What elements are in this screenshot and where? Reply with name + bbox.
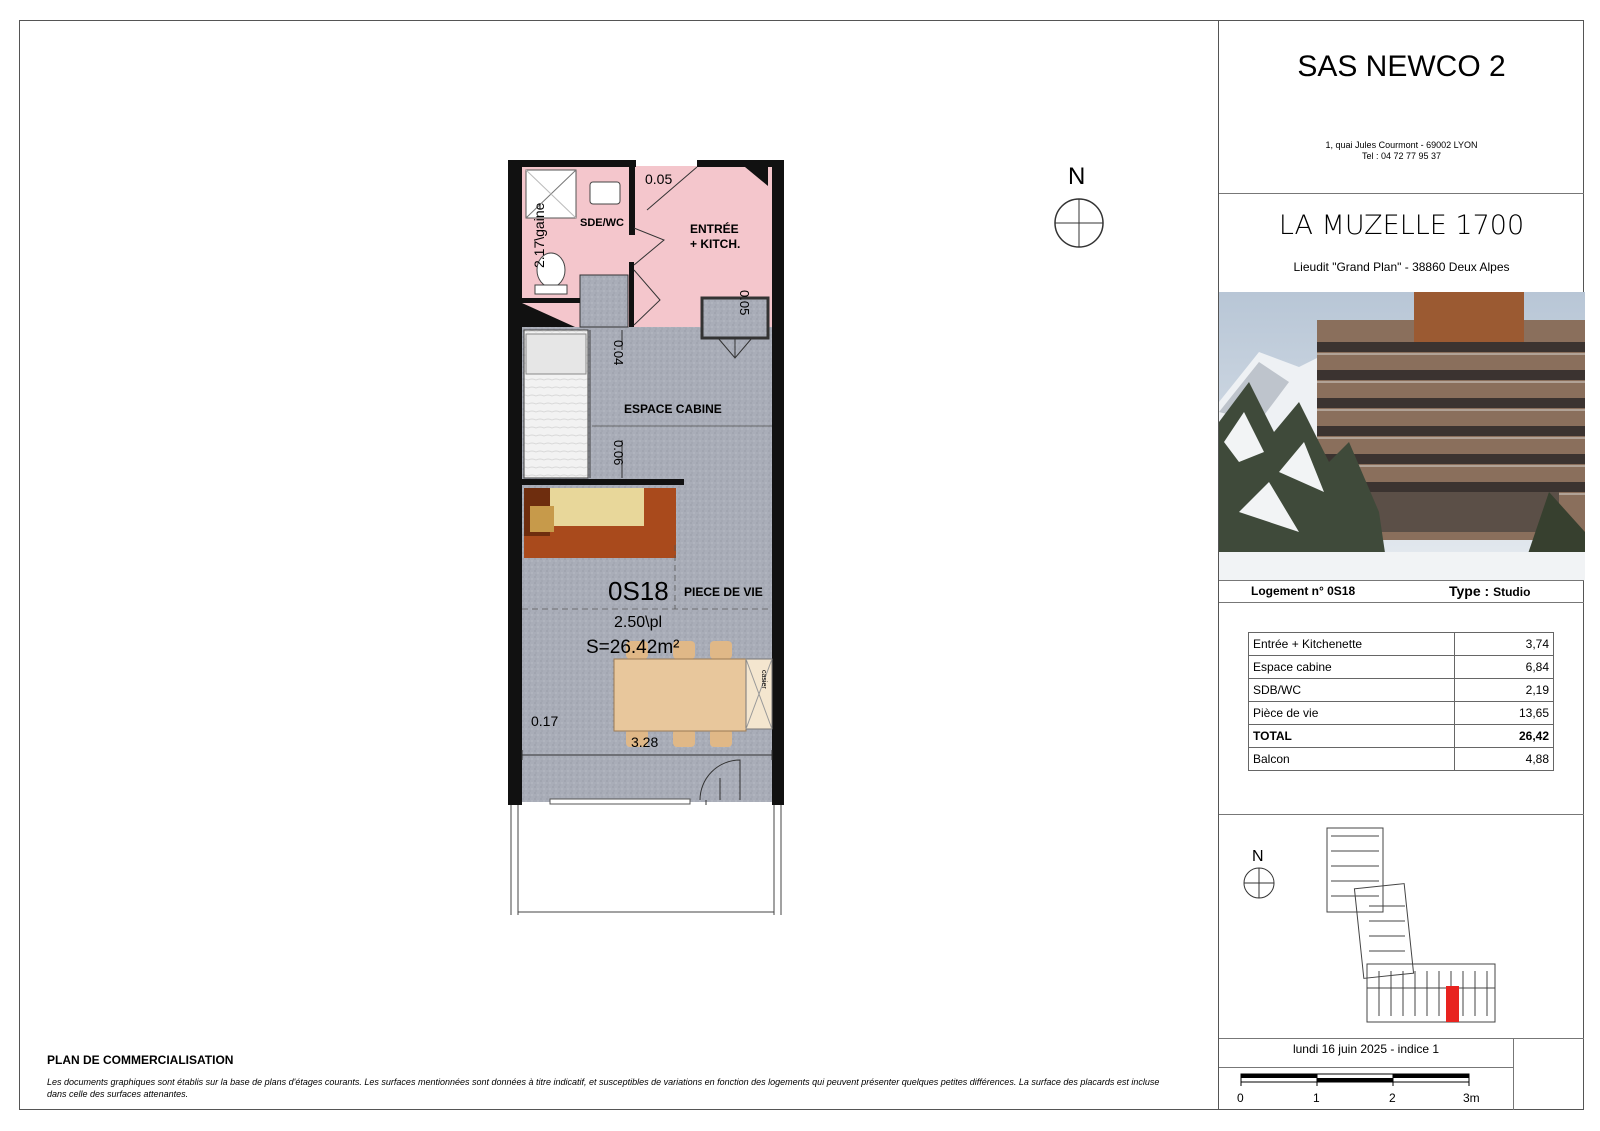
room-label-entree-2: + KITCH. — [690, 237, 741, 251]
dim-label-6: 3.28 — [631, 734, 659, 750]
room-label-entree-1: ENTRÉE — [690, 222, 739, 236]
surface-row — [1249, 702, 1554, 725]
company-name: SAS NEWCO 2 — [1297, 50, 1506, 83]
surface-name: Espace cabine — [1249, 656, 1455, 679]
divider — [1219, 1067, 1513, 1068]
dim-label-5: 0.17 — [531, 713, 559, 729]
dim-label-2: 0.05 — [737, 290, 752, 316]
gaine-label: 2.17\gaine — [531, 202, 547, 268]
surface-value: 4,88 — [1455, 748, 1554, 771]
surface-name: SDB/WC — [1249, 679, 1455, 702]
scale-label-0: 0 — [1237, 1091, 1244, 1105]
building-photo — [1219, 292, 1585, 580]
wall-cabine — [522, 479, 684, 485]
date-revision: lundi 16 juin 2025 - indice 1 — [1292, 1042, 1440, 1056]
surface-name: Pièce de vie — [1249, 702, 1455, 725]
surface-value: 2,19 — [1455, 679, 1554, 702]
bay-window — [550, 799, 690, 804]
wall-right — [772, 160, 784, 805]
wall-top-right — [697, 160, 784, 167]
site-north-compass-icon — [1244, 868, 1274, 898]
footer-note: Les documents graphiques sont établis sur la base de plans d'étages courants. Les surfaces mentionnées sont données à titre indicatif, et susceptibles de variations en fonction des logements qui peuvent présenter quelques petites différences. La surface des placards est incluse dans celle des surfaces attenantes. — [47, 1077, 1160, 1099]
surface-row — [1249, 633, 1554, 656]
surface-value: 3,74 — [1455, 633, 1554, 656]
surface-table — [1248, 632, 1554, 771]
surface-label: S=26.42m² — [586, 637, 680, 658]
divider — [1219, 602, 1584, 603]
surface-name: Entrée + Kitchenette — [1249, 633, 1455, 656]
divider — [1219, 193, 1584, 194]
surface-row — [1249, 656, 1554, 679]
wall-left — [508, 160, 522, 805]
casier-label: casier — [760, 670, 767, 689]
room-label-piece: PIECE DE VIE — [684, 585, 763, 599]
surface-value: 26,42 — [1455, 725, 1554, 748]
divider — [1219, 580, 1584, 581]
dim-label-1: 0.05 — [645, 171, 673, 187]
lot-type-label: Type : — [1449, 583, 1490, 599]
title-block — [1218, 20, 1584, 1110]
ceiling-label: 2.50\pl — [614, 614, 663, 631]
divider — [1219, 814, 1584, 815]
lot-type-value: Studio — [1493, 585, 1531, 599]
company-address-line: 1, quai Jules Courmont - 69002 LYON — [1325, 140, 1478, 150]
surface-row — [1249, 725, 1554, 748]
lot-id-label: 0S18 — [608, 576, 669, 606]
project-name: LA MUZELLE 1700 — [1278, 210, 1525, 241]
lot-number: Logement n° 0S18 — [1251, 584, 1356, 598]
dim-label-4: 0.06 — [611, 440, 626, 466]
site-north-label: N — [1252, 848, 1264, 865]
balcony — [508, 805, 784, 915]
scale-label-2: 2 — [1389, 1091, 1396, 1105]
surface-value: 13,65 — [1455, 702, 1554, 725]
scale-bar — [1219, 1072, 1519, 1112]
wall-sdb-bottom — [522, 298, 580, 303]
scale-label-1: 1 — [1313, 1091, 1320, 1105]
surface-row — [1249, 748, 1554, 771]
wall-sdb-2 — [629, 262, 634, 327]
company-phone: Tel : 04 72 77 95 37 — [1361, 151, 1442, 161]
north-compass-icon — [1055, 199, 1103, 247]
room-label-sdb: SDE/WC — [580, 217, 624, 229]
dim-label-3: 0.04 — [611, 340, 626, 366]
north-label: N — [1068, 163, 1086, 190]
surface-row — [1249, 679, 1554, 702]
scale-label-3: 3m — [1463, 1091, 1480, 1105]
highlighted-unit — [1446, 986, 1459, 1022]
room-label-cabine: ESPACE CABINE — [624, 402, 722, 416]
site-plan — [1219, 816, 1585, 1038]
storage-right — [702, 298, 768, 338]
surface-value: 6,84 — [1455, 656, 1554, 679]
divider — [1219, 1038, 1584, 1039]
sink — [590, 182, 620, 204]
storage-left — [580, 275, 628, 327]
footer-title: PLAN DE COMMERCIALISATION — [47, 1053, 234, 1067]
wall-sdb — [629, 160, 635, 235]
lot-type — [1449, 583, 1530, 599]
wall-top-left — [508, 160, 636, 167]
surface-name: TOTAL — [1249, 725, 1455, 748]
company-address — [1219, 140, 1584, 162]
project-location: Lieudit "Grand Plan" - 38860 Deux Alpes — [1293, 260, 1510, 274]
surface-name: Balcon — [1249, 748, 1455, 771]
